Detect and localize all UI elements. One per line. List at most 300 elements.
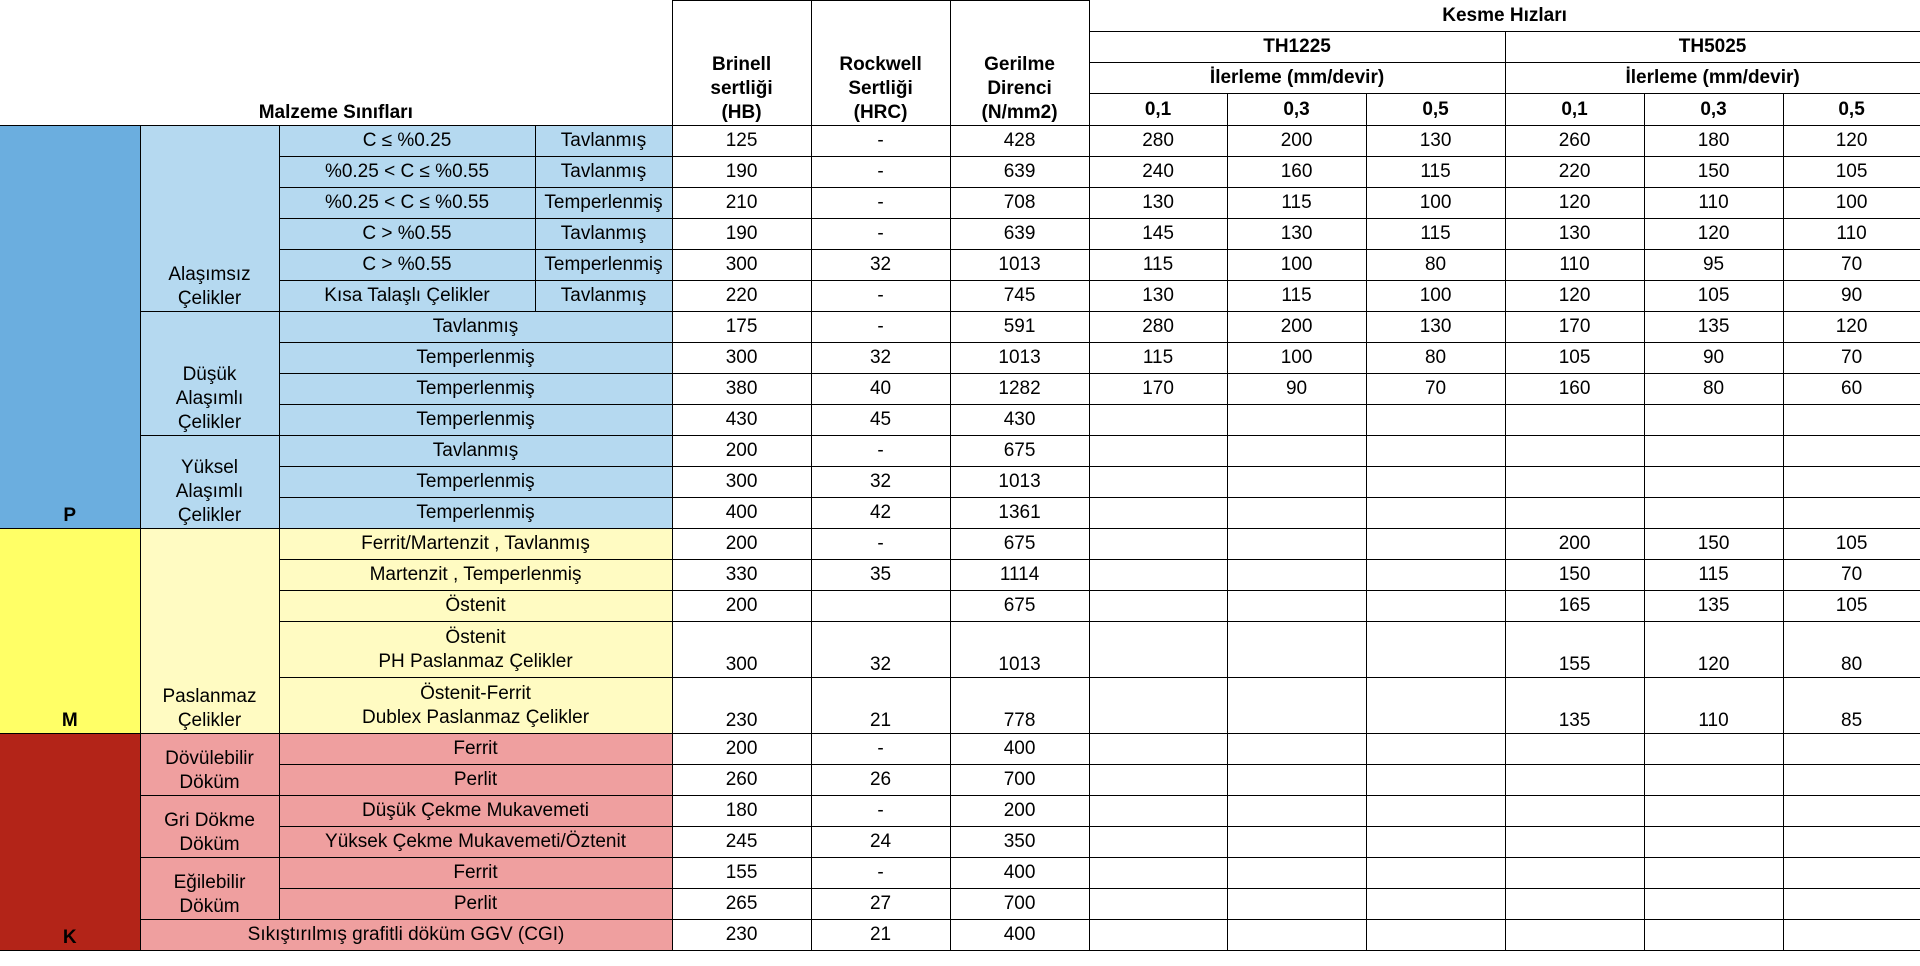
brinell-value: 125 [672, 126, 811, 157]
cutting-speed-value [1505, 498, 1644, 529]
heat-treatment: Tavlanmış [535, 157, 672, 188]
subgroup-dusuk: Düşük Alaşımlı Çelikler [140, 312, 279, 436]
cutting-speed-value [1089, 734, 1227, 765]
tensile-value: 400 [950, 858, 1089, 889]
table-row [0, 281, 1920, 312]
tensile-value: 430 [950, 405, 1089, 436]
cutting-speed-value [1227, 827, 1366, 858]
material-condition: Sıkıştırılmış grafitli döküm GGV (CGI) [140, 920, 672, 951]
carbon-content: C > %0.55 [279, 250, 535, 281]
subgroup-alasimsiz: Alaşımsız Çelikler [140, 126, 279, 312]
carbon-content: %0.25 < C ≤ %0.55 [279, 157, 535, 188]
tensile-value: 675 [950, 436, 1089, 467]
cutting-speed-value [1227, 734, 1366, 765]
table-row [0, 157, 1920, 188]
cutting-speed-value [1227, 560, 1366, 591]
material-condition: Temperlenmiş [279, 343, 672, 374]
cutting-speed-value [1505, 467, 1644, 498]
rockwell-header: Rockwell Sertliği (HRC) [811, 1, 950, 126]
cutting-speed-value: 115 [1644, 560, 1783, 591]
cutting-speed-value: 115 [1089, 343, 1227, 374]
cutting-speed-value [1227, 467, 1366, 498]
cutting-speed-value [1644, 920, 1783, 951]
cutting-speed-value: 105 [1783, 529, 1920, 560]
cutting-speed-value: 100 [1227, 343, 1366, 374]
tensile-value: 708 [950, 188, 1089, 219]
feed-header-th5025: İlerleme (mm/devir) [1505, 63, 1920, 94]
feed-value: 0,5 [1783, 94, 1920, 126]
cutting-speed-value [1089, 678, 1227, 734]
cutting-speed-value: 80 [1644, 374, 1783, 405]
cutting-speed-value [1783, 498, 1920, 529]
cutting-speed-value [1783, 405, 1920, 436]
material-condition: Ferrit/Martenzit , Tavlanmış [279, 529, 672, 560]
carbon-content: %0.25 < C ≤ %0.55 [279, 188, 535, 219]
material-condition: Ferrit [279, 734, 672, 765]
cutting-speed-value: 240 [1089, 157, 1227, 188]
subgroup-egilebilir: Eğilebilir Döküm [140, 858, 279, 920]
brinell-value: 220 [672, 281, 811, 312]
cutting-speed-value: 130 [1089, 281, 1227, 312]
table-row [0, 920, 1920, 951]
cutting-speed-value: 160 [1505, 374, 1644, 405]
cutting-speed-value: 90 [1783, 281, 1920, 312]
cutting-speed-value: 120 [1783, 126, 1920, 157]
table-row [0, 436, 1920, 467]
tensile-value: 1013 [950, 467, 1089, 498]
cutting-speed-value: 115 [1227, 281, 1366, 312]
cutting-speed-value: 130 [1366, 126, 1505, 157]
cutting-speed-value: 150 [1505, 560, 1644, 591]
cutting-speed-value: 100 [1366, 281, 1505, 312]
table-row [0, 312, 1920, 343]
cutting-speed-value: 115 [1089, 250, 1227, 281]
tensile-value: 675 [950, 591, 1089, 622]
cutting-speed-value [1505, 920, 1644, 951]
cutting-speed-value: 135 [1644, 312, 1783, 343]
cutting-speed-value [1644, 858, 1783, 889]
tensile-value: 639 [950, 157, 1089, 188]
cutting-speed-value [1227, 889, 1366, 920]
rockwell-value: - [811, 157, 950, 188]
cutting-speed-value [1227, 405, 1366, 436]
brinell-value: 265 [672, 889, 811, 920]
cutting-speed-value: 135 [1505, 678, 1644, 734]
cutting-speed-value [1783, 796, 1920, 827]
carbon-content: Kısa Talaşlı Çelikler [279, 281, 535, 312]
heat-treatment: Temperlenmiş [535, 188, 672, 219]
cutting-speed-value [1089, 529, 1227, 560]
cutting-speed-value: 105 [1505, 343, 1644, 374]
grade-th5025-header: TH5025 [1505, 32, 1920, 63]
table-row [0, 467, 1920, 498]
cutting-speed-value [1366, 560, 1505, 591]
rockwell-value: - [811, 734, 950, 765]
cutting-speed-value [1366, 529, 1505, 560]
material-classes-header: Malzeme Sınıfları [0, 1, 672, 126]
cutting-speed-value [1505, 858, 1644, 889]
table-row [0, 405, 1920, 436]
table-row [0, 529, 1920, 560]
brinell-value: 200 [672, 591, 811, 622]
cutting-speed-value: 110 [1644, 188, 1783, 219]
cutting-speed-value: 115 [1227, 188, 1366, 219]
brinell-value: 155 [672, 858, 811, 889]
subgroup-paslanmaz: Paslanmaz Çelikler [140, 529, 279, 734]
cutting-speed-value: 110 [1505, 250, 1644, 281]
cutting-speed-value [1089, 858, 1227, 889]
tensile-value: 1114 [950, 560, 1089, 591]
cutting-speed-value: 100 [1227, 250, 1366, 281]
cutting-speed-value [1366, 622, 1505, 678]
tensile-value: 591 [950, 312, 1089, 343]
cutting-speed-value [1089, 405, 1227, 436]
cutting-speed-value [1644, 405, 1783, 436]
cutting-speed-value: 110 [1783, 219, 1920, 250]
grade-th1225-header: TH1225 [1089, 32, 1505, 63]
rockwell-value: 26 [811, 765, 950, 796]
brinell-value: 300 [672, 467, 811, 498]
cutting-speed-value [1227, 858, 1366, 889]
rockwell-value: 42 [811, 498, 950, 529]
cutting-speed-value [1089, 498, 1227, 529]
cutting-speed-value: 130 [1505, 219, 1644, 250]
cutting-speed-value: 115 [1366, 219, 1505, 250]
cutting-speed-value [1089, 560, 1227, 591]
cutting-speed-value [1089, 591, 1227, 622]
cutting-speed-value: 105 [1644, 281, 1783, 312]
brinell-value: 180 [672, 796, 811, 827]
brinell-value: 175 [672, 312, 811, 343]
rockwell-value: 35 [811, 560, 950, 591]
cutting-speed-value [1366, 765, 1505, 796]
cutting-speed-value: 220 [1505, 157, 1644, 188]
table-row [0, 188, 1920, 219]
tensile-value: 428 [950, 126, 1089, 157]
group-k: K [0, 734, 140, 951]
tensile-value: 1013 [950, 622, 1089, 678]
tensile-value: 1361 [950, 498, 1089, 529]
cutting-speed-value [1366, 796, 1505, 827]
cutting-speed-value: 165 [1505, 591, 1644, 622]
material-condition: Düşük Çekme Mukavemeti [279, 796, 672, 827]
rockwell-value: 32 [811, 622, 950, 678]
cutting-speed-value [1227, 796, 1366, 827]
brinell-value: 380 [672, 374, 811, 405]
cutting-speed-value [1366, 436, 1505, 467]
rockwell-value: - [811, 796, 950, 827]
material-condition: Yüksek Çekme Mukavemeti/Öztenit [279, 827, 672, 858]
cutting-speed-value: 105 [1783, 591, 1920, 622]
material-condition: Perlit [279, 889, 672, 920]
brinell-value: 200 [672, 436, 811, 467]
cutting-speed-value [1644, 467, 1783, 498]
cutting-speed-value [1505, 436, 1644, 467]
material-condition: Östenit-Ferrit Dublex Paslanmaz Çelikler [279, 678, 672, 734]
cutting-speed-value: 200 [1227, 312, 1366, 343]
cutting-speed-value [1366, 591, 1505, 622]
cutting-speed-value [1505, 765, 1644, 796]
brinell-value: 230 [672, 920, 811, 951]
brinell-value: 230 [672, 678, 811, 734]
rockwell-value: - [811, 858, 950, 889]
cutting-speed-value [1089, 796, 1227, 827]
cutting-speed-value: 180 [1644, 126, 1783, 157]
brinell-header: Brinell sertliği (HB) [672, 1, 811, 126]
cutting-speed-value [1366, 498, 1505, 529]
brinell-value: 300 [672, 343, 811, 374]
table-row [0, 250, 1920, 281]
rockwell-value: 40 [811, 374, 950, 405]
tensile-value: 400 [950, 920, 1089, 951]
table-row [0, 343, 1920, 374]
tensile-header: Gerilme Direnci (N/mm2) [950, 1, 1089, 126]
cutting-speed-value: 80 [1783, 622, 1920, 678]
cutting-speed-value [1227, 498, 1366, 529]
cutting-speed-value [1366, 889, 1505, 920]
cutting-speed-value [1644, 889, 1783, 920]
heat-treatment: Tavlanmış [535, 281, 672, 312]
cutting-speed-value [1227, 920, 1366, 951]
cutting-speed-value [1783, 858, 1920, 889]
tensile-value: 745 [950, 281, 1089, 312]
rockwell-value: - [811, 436, 950, 467]
brinell-value: 430 [672, 405, 811, 436]
cutting-speed-value [1783, 734, 1920, 765]
rockwell-value: - [811, 281, 950, 312]
cutting-speed-value [1089, 436, 1227, 467]
cutting-speed-value [1089, 889, 1227, 920]
cutting-speed-value: 105 [1783, 157, 1920, 188]
cutting-speed-value: 110 [1644, 678, 1783, 734]
cutting-speed-value [1089, 622, 1227, 678]
table-row [0, 374, 1920, 405]
cutting-speed-value [1644, 436, 1783, 467]
material-condition: Temperlenmiş [279, 467, 672, 498]
table-row [0, 560, 1920, 591]
cutting-speed-value [1644, 827, 1783, 858]
tensile-value: 350 [950, 827, 1089, 858]
cutting-speed-value [1783, 920, 1920, 951]
cutting-speed-value: 70 [1783, 560, 1920, 591]
table-row [0, 858, 1920, 889]
cutting-speed-value: 70 [1366, 374, 1505, 405]
cutting-speed-value [1227, 591, 1366, 622]
cutting-speed-value [1783, 467, 1920, 498]
rockwell-value: - [811, 529, 950, 560]
carbon-content: C ≤ %0.25 [279, 126, 535, 157]
cutting-speed-value: 70 [1783, 343, 1920, 374]
heat-treatment: Temperlenmiş [535, 250, 672, 281]
cutting-speed-value [1505, 889, 1644, 920]
cutting-speed-value: 145 [1089, 219, 1227, 250]
cutting-speed-value [1366, 858, 1505, 889]
cutting-speed-value [1644, 734, 1783, 765]
rockwell-value: 32 [811, 467, 950, 498]
cutting-speed-value [1227, 622, 1366, 678]
cutting-speed-value [1783, 436, 1920, 467]
table-row [0, 219, 1920, 250]
cutting-speeds-header: Kesme Hızları [1089, 1, 1920, 32]
heat-treatment: Tavlanmış [535, 126, 672, 157]
cutting-speed-value [1505, 734, 1644, 765]
cutting-speed-value: 150 [1644, 157, 1783, 188]
cutting-speed-value: 280 [1089, 312, 1227, 343]
rockwell-value: 45 [811, 405, 950, 436]
cutting-speed-value: 170 [1089, 374, 1227, 405]
cutting-speed-value [1366, 827, 1505, 858]
subgroup-dovulebilir: Dövülebilir Döküm [140, 734, 279, 796]
cutting-speed-value: 120 [1644, 622, 1783, 678]
feed-value: 0,1 [1089, 94, 1227, 126]
subgroup-yuksek: Yüksel Alaşımlı Çelikler [140, 436, 279, 529]
brinell-value: 245 [672, 827, 811, 858]
cutting-speed-value [1089, 920, 1227, 951]
feed-value: 0,1 [1505, 94, 1644, 126]
cutting-speed-value [1089, 467, 1227, 498]
brinell-value: 300 [672, 622, 811, 678]
brinell-value: 260 [672, 765, 811, 796]
material-condition: Martenzit , Temperlenmiş [279, 560, 672, 591]
feed-value: 0,3 [1227, 94, 1366, 126]
rockwell-value: 24 [811, 827, 950, 858]
cutting-speed-value: 150 [1644, 529, 1783, 560]
cutting-speed-value: 260 [1505, 126, 1644, 157]
rockwell-value: 21 [811, 920, 950, 951]
heat-treatment: Tavlanmış [535, 219, 672, 250]
carbon-content: C > %0.55 [279, 219, 535, 250]
table-row [0, 678, 1920, 734]
cutting-speed-value: 200 [1505, 529, 1644, 560]
cutting-speed-value: 120 [1783, 312, 1920, 343]
table-row [0, 498, 1920, 529]
cutting-speed-value [1089, 765, 1227, 796]
brinell-value: 200 [672, 529, 811, 560]
cutting-speed-value: 160 [1227, 157, 1366, 188]
cutting-speed-value [1366, 467, 1505, 498]
cutting-speed-value: 130 [1366, 312, 1505, 343]
material-condition: Perlit [279, 765, 672, 796]
cutting-speed-value: 100 [1366, 188, 1505, 219]
table-row [0, 827, 1920, 858]
cutting-speed-value: 115 [1366, 157, 1505, 188]
group-p: P [0, 126, 140, 529]
table-row [0, 889, 1920, 920]
material-condition: Temperlenmiş [279, 498, 672, 529]
cutting-speed-value [1505, 405, 1644, 436]
brinell-value: 190 [672, 219, 811, 250]
brinell-value: 200 [672, 734, 811, 765]
cutting-speed-value: 120 [1505, 281, 1644, 312]
tensile-value: 400 [950, 734, 1089, 765]
cutting-speed-value: 80 [1366, 343, 1505, 374]
tensile-value: 1282 [950, 374, 1089, 405]
cutting-speed-value [1644, 498, 1783, 529]
cutting-speed-value: 280 [1089, 126, 1227, 157]
table-row [0, 765, 1920, 796]
cutting-speed-value: 70 [1783, 250, 1920, 281]
material-condition: Tavlanmış [279, 436, 672, 467]
brinell-value: 400 [672, 498, 811, 529]
cutting-speed-value [1366, 734, 1505, 765]
rockwell-value: 21 [811, 678, 950, 734]
cutting-speed-value [1783, 827, 1920, 858]
cutting-speed-value: 100 [1783, 188, 1920, 219]
cutting-speed-value [1644, 765, 1783, 796]
tensile-value: 675 [950, 529, 1089, 560]
cutting-speed-value [1227, 436, 1366, 467]
cutting-speed-value: 130 [1089, 188, 1227, 219]
cutting-speed-value: 170 [1505, 312, 1644, 343]
tensile-value: 200 [950, 796, 1089, 827]
cutting-speed-value: 135 [1644, 591, 1783, 622]
tensile-value: 1013 [950, 343, 1089, 374]
cutting-speed-value [1227, 678, 1366, 734]
cutting-speed-value [1644, 796, 1783, 827]
rockwell-value [811, 591, 950, 622]
tensile-value: 700 [950, 765, 1089, 796]
cutting-speed-value: 120 [1644, 219, 1783, 250]
cutting-speed-value [1366, 405, 1505, 436]
rockwell-value: - [811, 312, 950, 343]
rockwell-value: 27 [811, 889, 950, 920]
table-row [0, 591, 1920, 622]
cutting-speed-value [1089, 827, 1227, 858]
tensile-value: 700 [950, 889, 1089, 920]
cutting-speed-value [1366, 678, 1505, 734]
material-condition: Tavlanmış [279, 312, 672, 343]
cutting-speed-value: 155 [1505, 622, 1644, 678]
table-row [0, 796, 1920, 827]
brinell-value: 190 [672, 157, 811, 188]
feed-value: 0,5 [1366, 94, 1505, 126]
material-condition: Temperlenmiş [279, 405, 672, 436]
rockwell-value: - [811, 126, 950, 157]
tensile-value: 639 [950, 219, 1089, 250]
material-condition: Ferrit [279, 858, 672, 889]
cutting-speed-value [1505, 827, 1644, 858]
material-condition: Temperlenmiş [279, 374, 672, 405]
cutting-speed-value [1783, 889, 1920, 920]
table-row [0, 734, 1920, 765]
group-m: M [0, 529, 140, 734]
cutting-speed-value [1227, 765, 1366, 796]
cutting-speed-value [1366, 920, 1505, 951]
material-condition: Östenit [279, 591, 672, 622]
cutting-speed-value [1783, 765, 1920, 796]
tensile-value: 778 [950, 678, 1089, 734]
feed-header-th1225: İlerleme (mm/devir) [1089, 63, 1505, 94]
tensile-value: 1013 [950, 250, 1089, 281]
cutting-speed-value [1505, 796, 1644, 827]
cutting-speed-value: 200 [1227, 126, 1366, 157]
subgroup-gri: Gri Dökme Döküm [140, 796, 279, 858]
rockwell-value: - [811, 188, 950, 219]
cutting-speed-value [1227, 529, 1366, 560]
table-row [0, 622, 1920, 678]
cutting-speed-value: 90 [1644, 343, 1783, 374]
material-condition: Östenit PH Paslanmaz Çelikler [279, 622, 672, 678]
cutting-speed-value: 85 [1783, 678, 1920, 734]
cutting-speed-value: 130 [1227, 219, 1366, 250]
rockwell-value: - [811, 219, 950, 250]
feed-value: 0,3 [1644, 94, 1783, 126]
cutting-speed-value: 95 [1644, 250, 1783, 281]
brinell-value: 300 [672, 250, 811, 281]
table-row [0, 126, 1920, 157]
rockwell-value: 32 [811, 343, 950, 374]
cutting-speed-value: 120 [1505, 188, 1644, 219]
